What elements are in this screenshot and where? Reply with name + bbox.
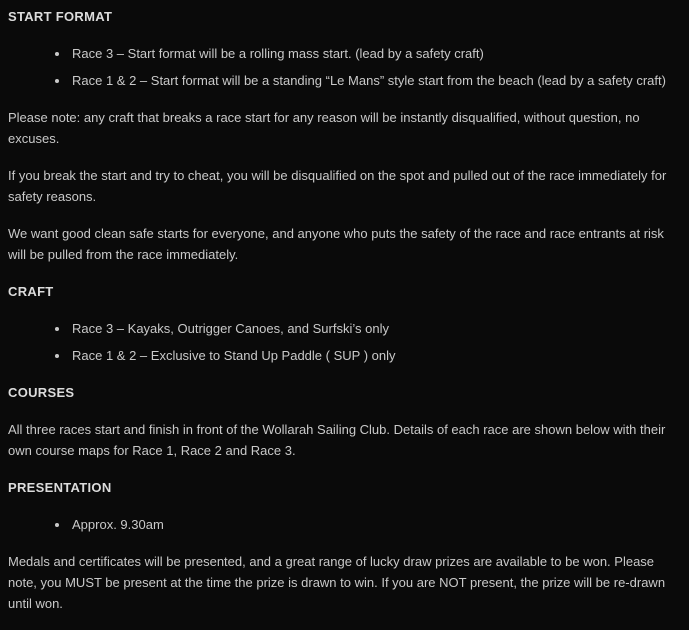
race-info-document: [8, 6, 673, 614]
paragraph-safe-starts: We want good clean safe starts for everyone, and anyone who puts the safety of the race and race entrants at risk will be pulled from the race immediately.: [8, 226, 664, 262]
section-heading-presentation: PRESENTATION: [8, 480, 112, 495]
section-heading-craft: CRAFT: [8, 284, 54, 299]
start-format-bullet-list: [8, 43, 673, 91]
list-item-race3-craft: • Race 3 – Kayaks, Outrigger Canoes, and Surfski’s only: [70, 318, 673, 339]
list-item-presentation-time: • Approx. 9.30am: [70, 514, 673, 535]
list-item-race3-start: • Race 3 – Start format will be a rolling mass start. (lead by a safety craft): [70, 43, 673, 64]
paragraph-disqualified-note: Please note: any craft that breaks a race start for any reason will be instantly disqualified, without question, no excuses.: [8, 110, 640, 146]
presentation-bullet-list: [8, 514, 673, 535]
paragraph-medals-prizes: Medals and certificates will be presented, and a great range of lucky draw prizes are available to be won. Please note, you MUST be present at the time the prize is drawn to win. If you are NOT present, the prize will be re-drawn until won.: [8, 554, 666, 611]
paragraph-courses-info: All three races start and finish in front of the Wollarah Sailing Club. Details of each race are shown below with their own course maps for Race 1, Race 2 and Race 3.: [8, 422, 666, 458]
list-item-race1-2-start: • Race 1 & 2 – Start format will be a standing “Le Mans” style start from the beach (lead by a safety craft): [70, 70, 673, 91]
craft-bullet-list: [8, 318, 673, 366]
section-heading-courses: COURSES: [8, 385, 75, 400]
paragraph-break-start-warning: If you break the start and try to cheat, you will be disqualified on the spot and pulled out of the race immediately for safety reasons.: [8, 168, 667, 204]
list-item-race1-2-craft: • Race 1 & 2 – Exclusive to Stand Up Paddle ( SUP ) only: [70, 345, 673, 366]
section-heading-start-format: START FORMAT: [8, 9, 113, 24]
